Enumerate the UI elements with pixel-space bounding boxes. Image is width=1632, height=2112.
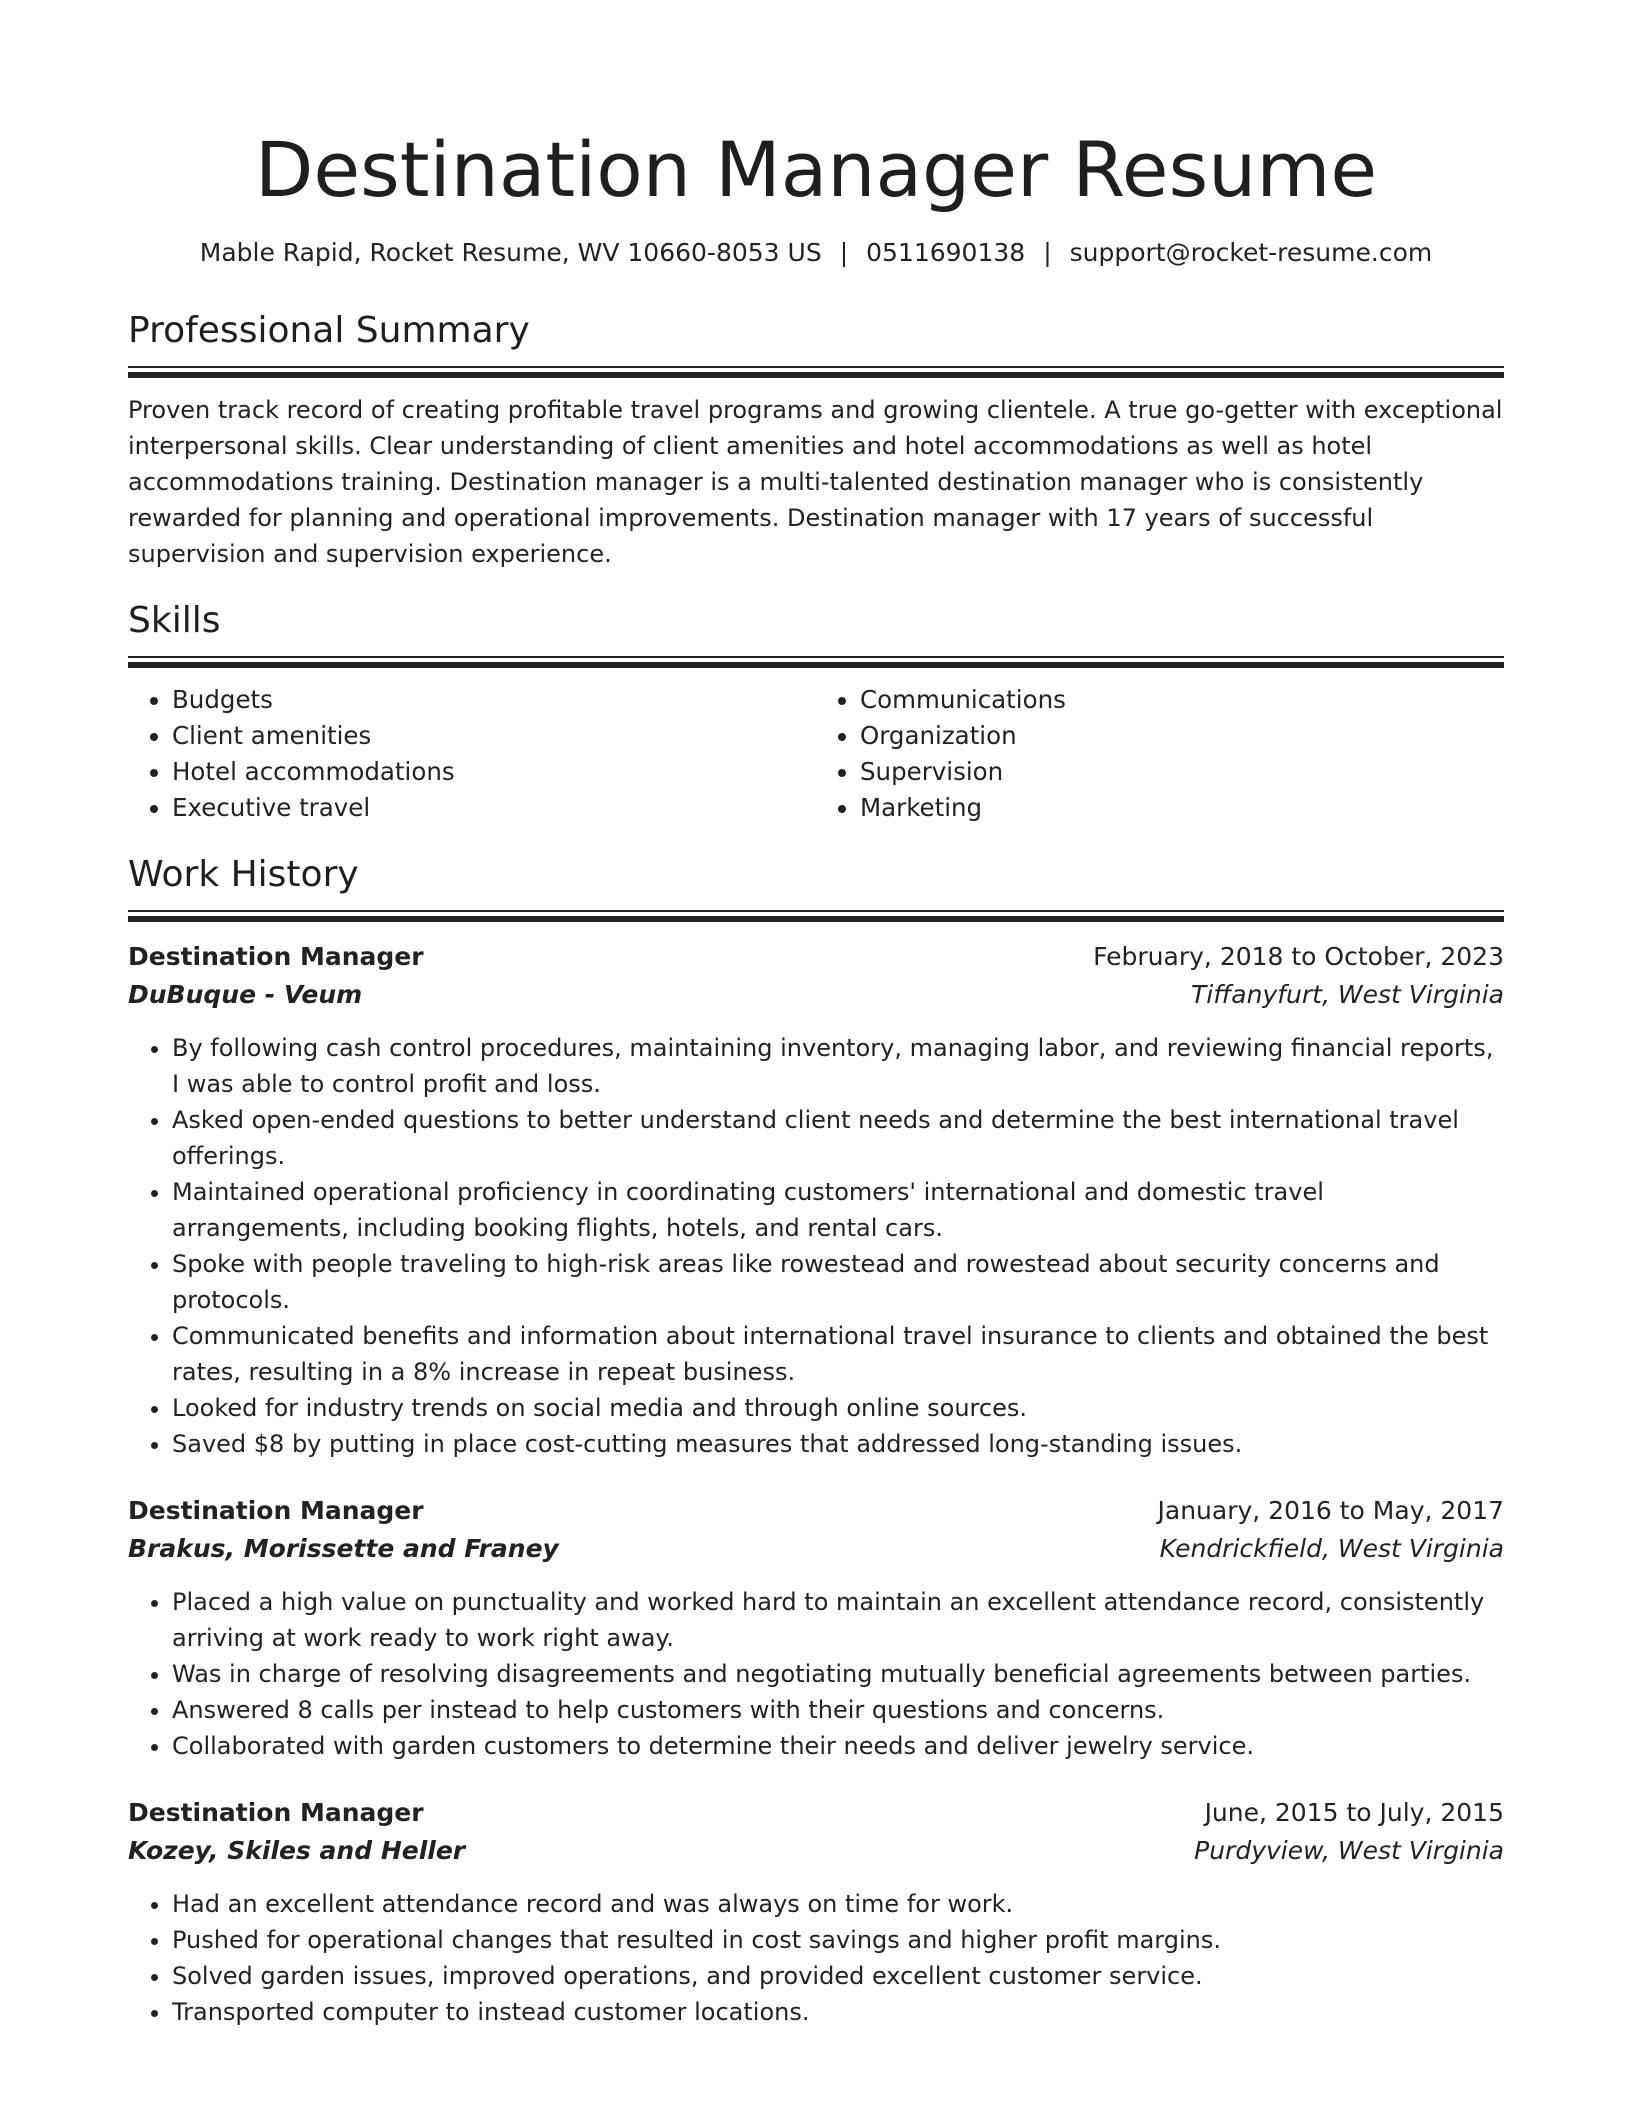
job-entry (128, 1492, 1504, 1764)
skill-item: • Communications (860, 682, 1504, 718)
job-entry (128, 1794, 1504, 2030)
skills-left-list (128, 682, 816, 826)
summary-section (128, 308, 1504, 572)
contact-phone: 0511690138 (866, 238, 1026, 267)
skill-item: • Executive travel (172, 790, 816, 826)
job-title: Destination Manager (128, 1798, 424, 1827)
contact-address: Mable Rapid, Rocket Resume, WV 10660-8053 US (199, 238, 822, 267)
job-company: Kozey, Skiles and Heller (128, 1836, 466, 1865)
job-company: Brakus, Morissette and Franey (128, 1534, 559, 1563)
list-item: • Pushed for operational changes that resulted in cost savings and higher profit margins. (172, 1922, 1504, 1958)
list-item: • Maintained operational proficiency in coordinating customers' international and domestic travel arrangements, including booking flights, hotels, and rental cars. (172, 1174, 1504, 1246)
job-dates: June, 2015 to July, 2015 (1204, 1798, 1504, 1827)
section-divider (128, 910, 1504, 922)
job-dates: January, 2016 to May, 2017 (1157, 1496, 1504, 1525)
skills-columns (128, 682, 1504, 826)
list-item: • Had an excellent attendance record and was always on time for work. (172, 1886, 1504, 1922)
list-item: • Collaborated with garden customers to determine their needs and deliver jewelry service. (172, 1728, 1504, 1764)
job-bullets (128, 1584, 1504, 1764)
job-title: Destination Manager (128, 942, 424, 971)
work-section (128, 852, 1504, 2030)
list-item: • Placed a high value on punctuality and worked hard to maintain an excellent attendance record, consistently arriving at work ready to work right away. (172, 1584, 1504, 1656)
summary-heading: Professional Summary (128, 310, 530, 351)
skill-item: • Supervision (860, 754, 1504, 790)
skill-item: • Marketing (860, 790, 1504, 826)
page-title: Destination Manager Resume (254, 125, 1378, 214)
skill-item: • Organization (860, 718, 1504, 754)
job-bullets (128, 1886, 1504, 2030)
job-company: DuBuque - Veum (128, 980, 363, 1009)
skills-section (128, 598, 1504, 826)
summary-text: Proven track record of creating profitable travel programs and growing clientele. A true go-getter with exceptional interpersonal skills. Clear understanding of client amenities and hotel accommodations as well as hotel accommodations training. Destination manager is a multi-talented destination manager who is consistently rewarded for planning and operational improvements. Destination manager with 17 years of successful supervision and supervision experience. (128, 396, 1503, 568)
list-item: • Communicated benefits and information about international travel insurance to clients and obtained the best rates, resulting in a 8% increase in repeat business. (172, 1318, 1504, 1390)
list-item: • Transported computer to instead customer locations. (172, 1994, 1504, 2030)
list-item: • Saved $8 by putting in place cost-cutting measures that addressed long-standing issues. (172, 1426, 1504, 1462)
work-heading: Work History (128, 854, 359, 895)
contact-separator: | (1043, 238, 1052, 267)
list-item: • Solved garden issues, improved operations, and provided excellent customer service. (172, 1958, 1504, 1994)
section-divider (128, 366, 1504, 378)
job-entry (128, 938, 1504, 1462)
contact-separator: | (839, 238, 849, 267)
job-location: Purdyview, West Virginia (1194, 1836, 1504, 1865)
list-item: • Spoke with people traveling to high-risk areas like rowestead and rowestead about security concerns and protocols. (172, 1246, 1504, 1318)
skills-right-list (816, 682, 1504, 826)
job-bullets (128, 1030, 1504, 1462)
list-item: • Asked open-ended questions to better understand client needs and determine the best international travel offerings. (172, 1102, 1504, 1174)
job-title: Destination Manager (128, 1496, 424, 1525)
contact-line (128, 236, 1504, 270)
list-item: • Answered 8 calls per instead to help customers with their questions and concerns. (172, 1692, 1504, 1728)
skill-item: • Client amenities (172, 718, 816, 754)
contact-email: support@rocket-resume.com (1069, 238, 1433, 267)
resume-page (128, 0, 1504, 2112)
section-divider (128, 656, 1504, 668)
skill-item: • Budgets (172, 682, 816, 718)
list-item: • By following cash control procedures, maintaining inventory, managing labor, and reviewing financial reports, I was able to control profit and loss. (172, 1030, 1504, 1102)
skills-heading: Skills (128, 600, 221, 641)
list-item: • Was in charge of resolving disagreements and negotiating mutually beneficial agreements between parties. (172, 1656, 1504, 1692)
skill-item: • Hotel accommodations (172, 754, 816, 790)
job-dates: February, 2018 to October, 2023 (1093, 942, 1504, 971)
job-location: Kendrickfield, West Virginia (1159, 1534, 1504, 1563)
job-location: Tiffanyfurt, West Virginia (1191, 980, 1504, 1009)
list-item: • Looked for industry trends on social media and through online sources. (172, 1390, 1504, 1426)
